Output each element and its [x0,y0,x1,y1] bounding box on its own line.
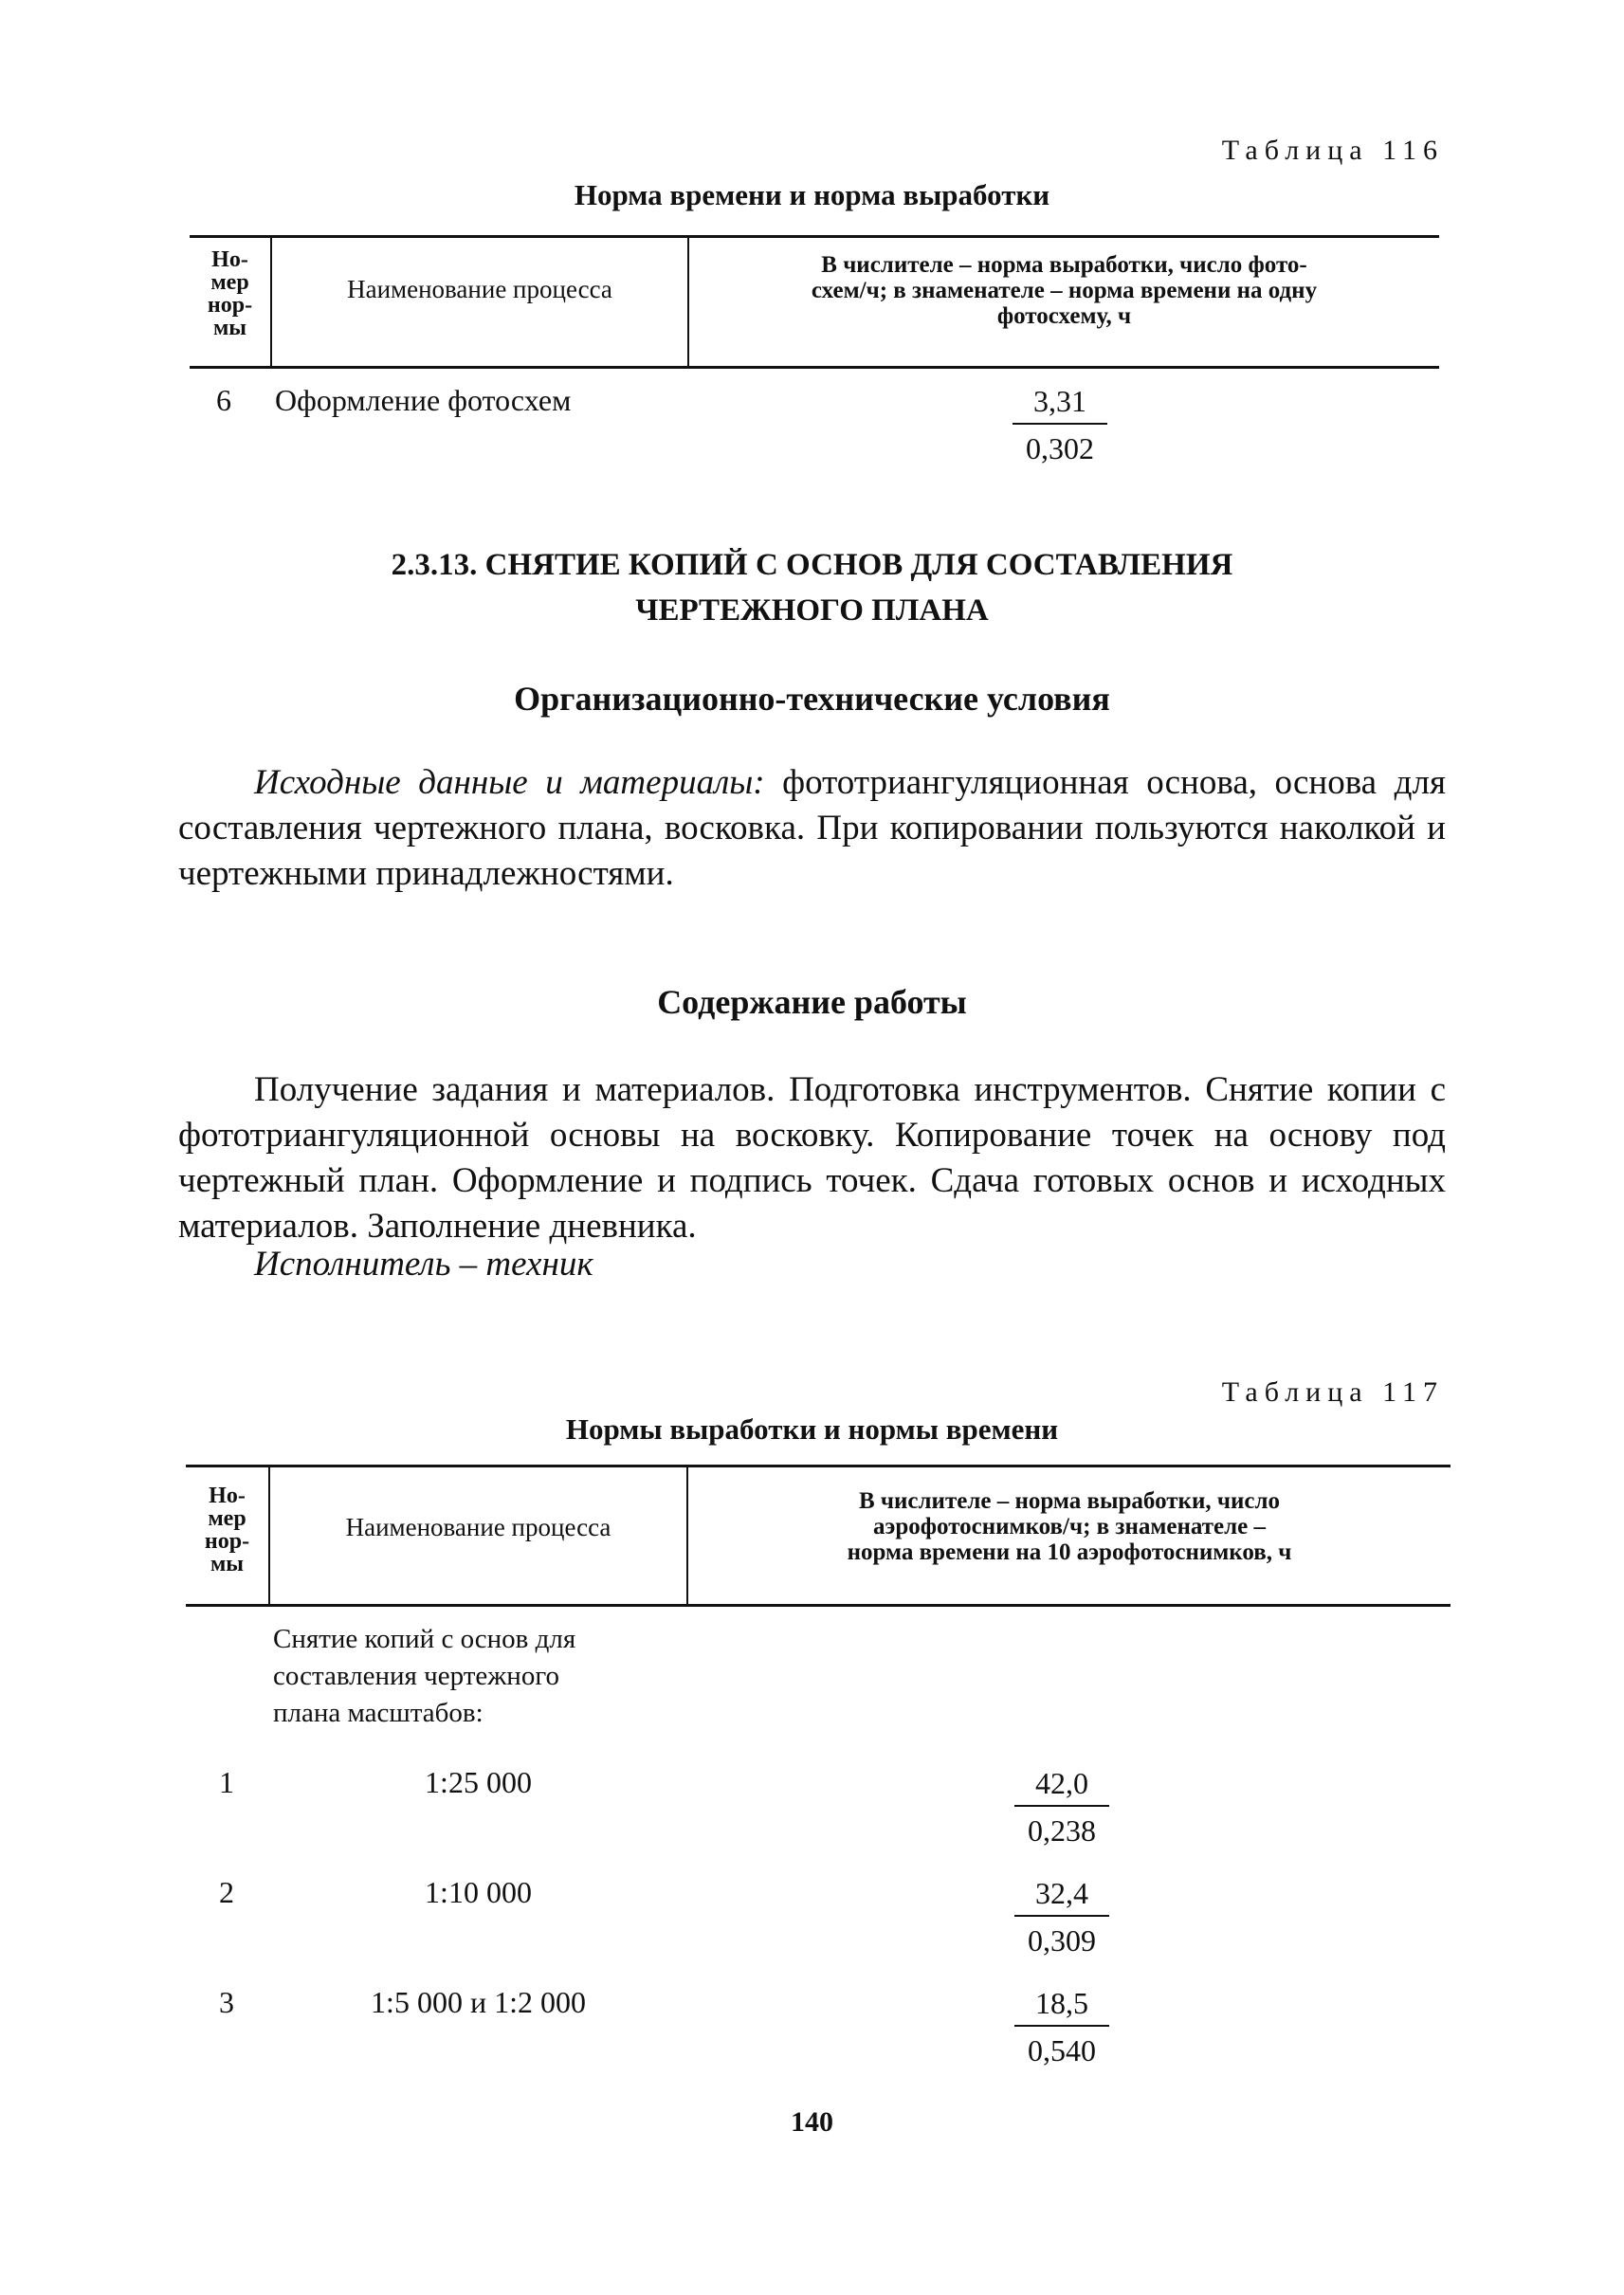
table-117-top-rule [186,1465,1451,1467]
table-117-group-label: Снятие копий с основ для составления чертежного плана масштабов: [273,1624,576,1728]
row-number: 1 [219,1765,234,1799]
row-number: 3 [219,1985,234,2019]
row-number: 2 [219,1875,234,1909]
fraction-bar [1014,2025,1109,2027]
row-value-fraction [1014,1765,1109,1849]
row-number: 6 [216,383,231,417]
table-116-title: Норма времени и норма выработки [574,178,1050,211]
table-117-header-value: В числителе – норма выработки, число аэрофотоснимков/ч; в знаменателе – норма времени на 10 аэрофотоснимков, ч [847,1488,1292,1565]
table-116-header-rule [190,366,1439,369]
denominator: 0,309 [1028,1923,1096,1958]
table-117-label: Таблица 117 [1221,1376,1444,1408]
table-116-top-rule [190,235,1439,238]
fraction-bar [1014,1915,1109,1917]
denominator: 0,238 [1028,1813,1096,1848]
org-italic-lead: Исходные данные и материалы: [254,763,765,802]
row-value-fraction [1014,1875,1109,1958]
work-content-heading: Содержание работы [657,983,967,1021]
table-117-title: Нормы выработки и нормы времени [565,1412,1059,1446]
org-conditions-paragraph: Исходные данные и материалы: фототриангуляционная основа, основа для составления чертежного плана, восковка. При копировании пользуются наколкой и чертежными принадлежностями. [178,763,1446,893]
work-content-paragraph: Получение задания и материалов. Подготовка инструментов. Снятие копии с фототриангуляционной основы на восковку. Копирование точек на основу под чертежный план. Оформление и подпись точек. Сдача готовых основ и исходных материалов. Заполнение дневника. [178,1070,1446,1246]
row-value-fraction [1013,383,1107,466]
table-116-header-number: Но- мер нор- мы [207,247,253,340]
table-116-label: Таблица 116 [1221,135,1444,166]
table-117-header-rule [186,1604,1451,1607]
row-process: 1:5 000 и 1:2 000 [371,1985,586,2019]
table-116-header-process: Наименование процесса [347,275,612,303]
org-conditions-heading: Организационно-технические условия [514,680,1110,718]
table-116-header-value: В числителе – норма выработки, число фото- схем/ч; в знаменателе – норма времени на одну фотосхему, ч [811,252,1318,329]
numerator: 3,31 [1033,384,1086,418]
row-process: 1:10 000 [425,1875,532,1909]
row-process: 1:25 000 [425,1765,532,1799]
numerator: 32,4 [1035,1876,1088,1910]
row-process: Оформление фотосхем [275,383,572,417]
fraction-bar [1013,423,1107,425]
page-number: 140 [791,2106,833,2138]
table-117-header-number: Но- мер нор- мы [204,1484,250,1576]
denominator: 0,302 [1026,431,1094,465]
numerator: 18,5 [1035,1986,1088,2020]
table-117-header-process: Наименование процесса [345,1513,611,1541]
denominator: 0,540 [1028,2033,1096,2067]
numerator: 42,0 [1035,1766,1088,1800]
fraction-bar [1014,1805,1109,1807]
section-heading: 2.3.13. СНЯТИЕ КОПИЙ С ОСНОВ ДЛЯ СОСТАВЛЕНИЯ ЧЕРТЕЖНОГО ПЛАНА [391,548,1233,628]
row-value-fraction [1014,1985,1109,2068]
executor-line: Исполнитель – техник [254,1245,593,1284]
